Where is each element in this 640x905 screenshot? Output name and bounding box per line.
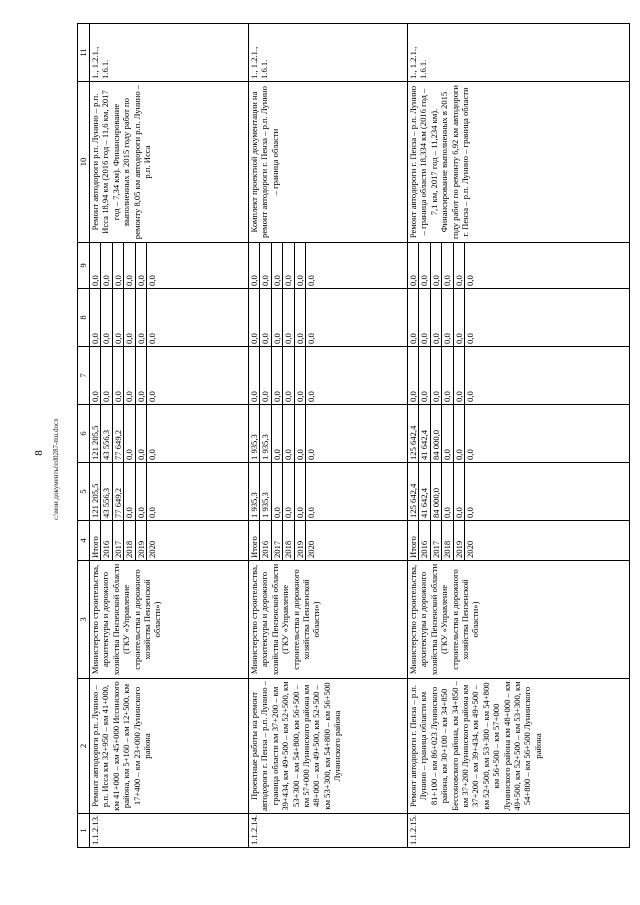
local-budget-col-value: 0,0 — [101, 289, 112, 346]
total-col-value: 0,0 — [271, 463, 282, 520]
other-sources-col-value: 0,0 — [90, 243, 101, 288]
executor-cell: Министерство строительства, архитектуры и дорожного хозяйства Пензенской области (ГКУ «Управление строительства и дорожного хозяйства Пензенской области») — [408, 561, 630, 679]
federal-budget-col — [408, 347, 630, 405]
year-list-value: 2017 — [430, 521, 441, 560]
other-sources-col-value: 0,0 — [419, 243, 430, 288]
local-budget-col-value: 0,0 — [112, 289, 123, 346]
row-id-cell: 1.1.2.15. — [408, 814, 630, 848]
year-list-value: 2016 — [419, 521, 430, 560]
local-budget-col-value: 0,0 — [90, 289, 101, 346]
regional-budget-col-value: 41 642,4 — [419, 405, 430, 462]
regional-budget-col-value: 0,0 — [465, 449, 476, 460]
local-budget-col-value: 0,0 — [124, 289, 135, 346]
total-col-value: 0,0 — [442, 463, 453, 520]
year-list-value: 2019 — [294, 521, 305, 560]
other-sources-col-value: 0,0 — [306, 275, 317, 286]
other-sources-col-value: 0,0 — [465, 275, 476, 286]
local-budget-col-value: 0,0 — [465, 333, 476, 344]
header-cell: 2 — [78, 679, 90, 814]
year-list-value: Итого — [408, 521, 419, 560]
federal-budget-col-value: 0,0 — [90, 347, 101, 404]
indicators-cell: 1., 1.2.1., 1.6.1. — [408, 24, 630, 82]
table-row — [408, 24, 630, 848]
result-cell: Комплект проектной документации на ремонт автодороги г. Пенза – р.п. Лунино – граница области — [249, 82, 408, 243]
other-sources-col-value: 0,0 — [271, 243, 282, 288]
other-sources-col-value: 0,0 — [408, 243, 419, 288]
federal-budget-col-value: 0,0 — [419, 347, 430, 404]
regional-budget-col-value: 125 642,4 — [408, 405, 419, 462]
total-col-value: 0,0 — [465, 507, 476, 518]
local-budget-col-value: 0,0 — [135, 289, 146, 346]
local-budget-col-value: 0,0 — [271, 289, 282, 346]
local-budget-col-value: 0,0 — [442, 289, 453, 346]
table-row — [90, 24, 249, 848]
regional-budget-col-value: 0,0 — [147, 449, 158, 460]
year-list-value: 2019 — [453, 521, 464, 560]
other-sources-col — [408, 243, 630, 289]
local-budget-col-value: 0,0 — [260, 289, 271, 346]
work-name-cell: Проектные работы на ремонт автодороги г. Пенза – р.п. Лунино – граница области км 37+200 – км 39+434, км 49+500 – км 52+500, км 53+300 – км 54+800, км 56+500 – км 57+000 Лунинского района км 48+000 – км 49+500, км 52+500 – км 53+300, км 54+800 – км 56+500 Лунинского района — [249, 679, 408, 814]
regional-budget-col-value: 0,0 — [294, 405, 305, 462]
total-col-value: 0,0 — [283, 463, 294, 520]
total-col-value: 41 642,4 — [419, 463, 430, 520]
total-col-value: 43 556,3 — [101, 463, 112, 520]
other-sources-col-value: 0,0 — [112, 243, 123, 288]
federal-budget-col-value: 0,0 — [112, 347, 123, 404]
row-id-cell: 1.1.2.14. — [249, 814, 408, 848]
year-list-value: Итого — [249, 521, 260, 560]
year-list-value: 2017 — [112, 521, 123, 560]
total-col-value: 0,0 — [306, 507, 317, 518]
other-sources-col-value: 0,0 — [147, 275, 158, 286]
regional-budget-col — [408, 405, 630, 463]
federal-budget-col-value: 0,0 — [260, 347, 271, 404]
other-sources-col-value: 0,0 — [283, 243, 294, 288]
total-col-value: 1 935,3 — [260, 463, 271, 520]
regional-budget-col-value: 84 000,0 — [430, 405, 441, 462]
header-cell: 3 — [78, 561, 90, 679]
regional-budget-col-value: 0,0 — [442, 405, 453, 462]
other-sources-col-value: 0,0 — [442, 243, 453, 288]
year-list-value: 2018 — [283, 521, 294, 560]
year-list — [408, 521, 630, 561]
other-sources-col-value: 0,0 — [249, 243, 260, 288]
total-col-value: 84 000,0 — [430, 463, 441, 520]
year-list-value: 2017 — [271, 521, 282, 560]
other-sources-col-value: 0,0 — [430, 243, 441, 288]
federal-budget-col-value: 0,0 — [271, 347, 282, 404]
total-col — [249, 463, 408, 521]
other-sources-col — [90, 243, 249, 289]
regional-budget-col-value: 77 649,2 — [112, 405, 123, 462]
header-cell: 7 — [78, 347, 90, 405]
year-list-value: 2020 — [306, 540, 317, 558]
table-row — [249, 24, 408, 848]
year-list-value: 2016 — [260, 521, 271, 560]
other-sources-col-value: 0,0 — [260, 243, 271, 288]
regional-budget-col — [90, 405, 249, 463]
year-list-value: Итого — [90, 521, 101, 560]
total-col-value: 0,0 — [294, 463, 305, 520]
header-cell: 11 — [78, 24, 90, 82]
executor-cell: Министерство строительства, архитектуры и дорожного хозяйства Пензенской области (ГКУ «Управление строительства и дорожного хозяйства Пензенской области») — [249, 561, 408, 679]
local-budget-col-value: 0,0 — [249, 289, 260, 346]
regional-budget-col-value: 1 935,3 — [260, 405, 271, 462]
federal-budget-col-value: 0,0 — [306, 391, 317, 402]
local-budget-col — [90, 289, 249, 347]
regional-budget-col-value: 0,0 — [271, 405, 282, 462]
regional-budget-col-value: 43 556,3 — [101, 405, 112, 462]
federal-budget-col-value: 0,0 — [249, 347, 260, 404]
federal-budget-col — [90, 347, 249, 405]
program-table — [77, 23, 630, 848]
result-cell: Ремонт автодороги г. Пенза – р.п. Лунино – граница области 18,334 км (2016 год – 7,1 км, 2017 год – 11,234 км). Финансирование выполненных в 2015 году работ по ремонту 6,92 км автодороги г. Пенза – р.п. Лунино – граница области — [408, 82, 630, 243]
header-row — [78, 24, 90, 848]
row-id-cell: 1.1.2.13. — [90, 814, 249, 848]
work-name-cell: Ремонт автодороги р.п. Лунино – р.п. Исса км 32+950 – км 41+000, км 41+000 – км 45+000 Иссинского района, км 5+160 – км 12+500, км 17+400 – км 23+000 Лунинского района — [90, 679, 249, 814]
local-budget-col — [408, 289, 630, 347]
year-list-value: 2016 — [101, 521, 112, 560]
local-budget-col-value: 0,0 — [306, 333, 317, 344]
header-cell: 5 — [78, 463, 90, 521]
local-budget-col-value: 0,0 — [408, 289, 419, 346]
federal-budget-col-value: 0,0 — [124, 347, 135, 404]
year-list-value: 2018 — [442, 521, 453, 560]
regional-budget-col — [249, 405, 408, 463]
other-sources-col-value: 0,0 — [453, 243, 464, 288]
regional-budget-col-value: 1 935,3 — [249, 405, 260, 462]
other-sources-col-value: 0,0 — [294, 243, 305, 288]
total-col-value: 125 642,4 — [408, 463, 419, 520]
total-col-value: 77 649,2 — [112, 463, 123, 520]
year-list — [90, 521, 249, 561]
year-list-value: 2020 — [465, 540, 476, 558]
total-col — [408, 463, 630, 521]
year-list — [249, 521, 408, 561]
regional-budget-col-value: 0,0 — [135, 405, 146, 462]
header-cell: 6 — [78, 405, 90, 463]
federal-budget-col-value: 0,0 — [465, 391, 476, 402]
indicators-cell: 1., 1.2.1., 1.6.1. — [249, 24, 408, 82]
federal-budget-col-value: 0,0 — [147, 391, 158, 402]
regional-budget-col-value: 121 205,5 — [90, 405, 101, 462]
other-sources-col — [249, 243, 408, 289]
federal-budget-col-value: 0,0 — [101, 347, 112, 404]
total-col-value: 0,0 — [124, 463, 135, 520]
executor-cell: Министерство строительства, архитектуры и дорожного хозяйства Пензенской области (ГКУ «Управление строительства и дорожного хозяйства Пензенской области») — [90, 561, 249, 679]
regional-budget-col-value: 0,0 — [306, 449, 317, 460]
local-budget-col-value: 0,0 — [419, 289, 430, 346]
federal-budget-col — [249, 347, 408, 405]
total-col — [90, 463, 249, 521]
federal-budget-col-value: 0,0 — [135, 347, 146, 404]
indicators-cell: 1., 1.2.1., 1.6.1. — [90, 24, 249, 82]
year-list-value: 2018 — [124, 521, 135, 560]
result-cell: Ремонт автодороги р.п. Лунино – р.п. Исса 18,94 км (2016 год – 11,6 км, 2017 год – 7,34 км). Финансирование выполненных в 2015 году работ по ремонту 8,05 км автодороги р.п. Лунино – р.п. Исса — [90, 82, 249, 243]
header-cell: 4 — [78, 521, 90, 561]
regional-budget-col-value: 0,0 — [124, 405, 135, 462]
local-budget-col-value: 0,0 — [283, 289, 294, 346]
local-budget-col-value: 0,0 — [147, 333, 158, 344]
regional-budget-col-value: 0,0 — [283, 405, 294, 462]
header-cell: 9 — [78, 243, 90, 289]
federal-budget-col-value: 0,0 — [453, 347, 464, 404]
header-cell: 8 — [78, 289, 90, 347]
total-col-value: 0,0 — [147, 507, 158, 518]
total-col-value: 0,0 — [135, 463, 146, 520]
total-col-value: 0,0 — [453, 463, 464, 520]
federal-budget-col-value: 0,0 — [294, 347, 305, 404]
federal-budget-col-value: 0,0 — [430, 347, 441, 404]
local-budget-col — [249, 289, 408, 347]
year-list-value: 2020 — [147, 540, 158, 558]
footer-file-path: c:\мои документы\rd0287-mu.docx — [52, 418, 60, 520]
local-budget-col-value: 0,0 — [453, 289, 464, 346]
federal-budget-col-value: 0,0 — [442, 347, 453, 404]
total-col-value: 121 205,5 — [90, 463, 101, 520]
other-sources-col-value: 0,0 — [135, 243, 146, 288]
document-sheet — [77, 24, 607, 848]
federal-budget-col-value: 0,0 — [283, 347, 294, 404]
page-number: 8 — [32, 450, 45, 456]
header-cell: 1 — [78, 814, 90, 848]
year-list-value: 2019 — [135, 521, 146, 560]
work-name-cell: Ремонт автодороги г. Пенза – р.п. Лунино – граница области км 81+100 – км 86+023 Лунинского района, км 30+100 – км 34+850 Бессоновского района, км 34+850 – км 37+200 Лунинского района км 37+200 – км 39+434, км 49+500 – км 52+500, км 53+300 – км 54+800 км 56+500 – км 57+000 Лунинского района км 48+000 – км 49+500, км 52+500 – км 53+300, км 54+800 – км 56+500 Лунинского района — [408, 679, 630, 814]
regional-budget-col-value: 0,0 — [453, 405, 464, 462]
other-sources-col-value: 0,0 — [101, 243, 112, 288]
local-budget-col-value: 0,0 — [294, 289, 305, 346]
header-cell: 10 — [78, 82, 90, 243]
federal-budget-col-value: 0,0 — [408, 347, 419, 404]
total-col-value: 1 935,3 — [249, 463, 260, 520]
other-sources-col-value: 0,0 — [124, 243, 135, 288]
local-budget-col-value: 0,0 — [430, 289, 441, 346]
